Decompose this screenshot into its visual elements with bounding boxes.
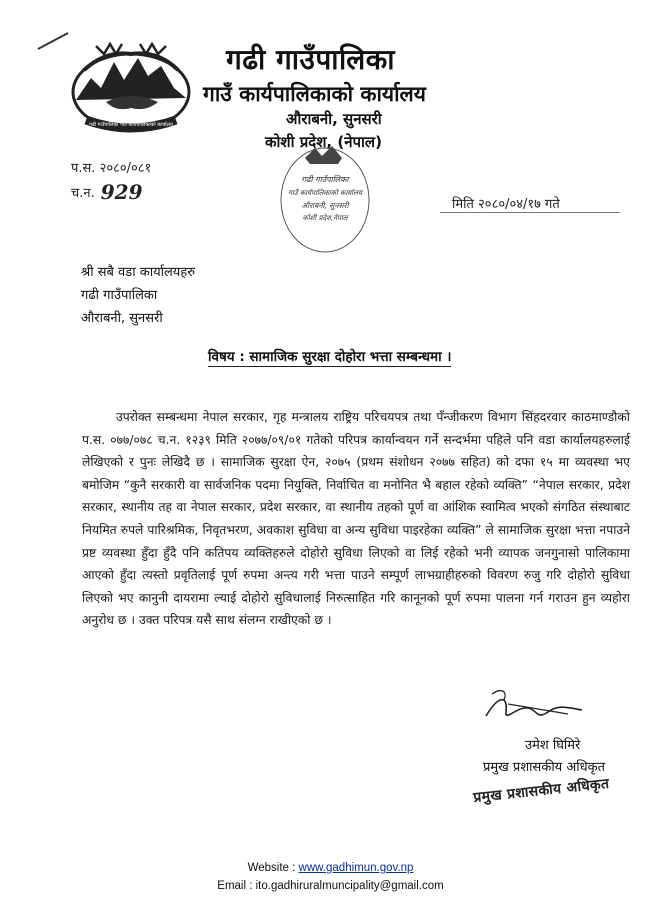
letter-date: मिति २०८०/०४/१७ गते [452, 197, 560, 212]
stamp-line-4: कोशी प्रदेश,नेपाल [302, 214, 348, 222]
signatory-rubber-stamp: प्रमुख प्रशासकीय अधिकृत [472, 775, 610, 807]
stamp-line-1: गढी गाउँपालिका [301, 175, 349, 184]
scan-mark [38, 32, 69, 50]
office-name: गढी गाउँपालिका [226, 43, 396, 76]
chn-label: च.न. [71, 186, 95, 201]
email-address[interactable]: ito.gadhiruralmuncipality@gmail.com [255, 880, 444, 892]
footer-website [0, 862, 661, 874]
website-link[interactable]: www.gadhimun.gov.np [298, 862, 414, 874]
office-subtitle: गाउँ कार्यपालिकाको कार्यालय [203, 82, 426, 106]
emblem-ribbon-text: गढी गाउँपालिका गाउँ कार्यपालिकाको कार्यालय [89, 122, 173, 128]
nepal-emblem-logo [66, 40, 196, 135]
email-label: Email : [217, 880, 256, 892]
office-province: कोशी प्रदेश, (नेपाल) [265, 133, 382, 151]
addressee-line-1: श्री सबै वडा कार्यालयहरु [81, 265, 196, 280]
website-label: Website : [247, 862, 299, 874]
signatory-title: प्रमुख प्रशासकीय अधिकृत [483, 760, 606, 775]
stamp-line-2: गाउँ कार्यपालिकाको कार्यालय [288, 189, 362, 197]
addressee-line-2: गढी गाउँपालिका [81, 288, 158, 303]
stamp-line-3: औराबनी, सुनसरी [301, 201, 349, 210]
letter-chn-number [71, 180, 143, 204]
letter-subject: विषय : सामाजिक सुरक्षा दोहोरा भत्ता सम्बन्धमा । [208, 349, 452, 365]
addressee-line-3: औराबनी, सुनसरी [81, 311, 163, 326]
footer-email [0, 880, 661, 892]
letter-ps-number: प.स. २०८०/०८१ [71, 161, 152, 176]
office-stamp [270, 140, 380, 260]
signatory-name: उमेश घिमिरे [525, 738, 581, 753]
letter-body: उपरोक्त सम्बन्धमा नेपाल सरकार, गृह मन्त्रालय राष्ट्रिय परिचयपत्र तथा पँन्जीकरण विभाग सिंहदरवार काठमाण्डौको प.स. ०७७/०७८ च.न. १२३९ मिति २०७७/०९/०१ गतेको परिपत्र कार्यान्वयन गर्ने सन्दर्भमा पहिले पनि वडा कार्यालयहरुलाई लेखिएको र पुनः लेखिदै छ । सामाजिक सुरक्षा ऐन, २०७५ (प्रथम संशोधन २०७७ सहित) को दफा १५ मा व्यवस्था भए बमोजिम “कुनै सरकारी वा सार्वजनिक पदमा नियुक्ति, निर्वाचित वा मनोनित भै बहाल रहेको व्यक्ति” “नेपाल सरकार, प्रदेश सरकार, स्थानीय तह वा नेपाल सरकार, प्रदेश सरकार, वा स्थानीय तहको पूर्ण वा आंशिक स्वामित्व भएको संगठित संस्थाबाट नियमित रुपले पारिश्रमिक, निवृतभरण, अवकाश सुविधा वा अन्य सुविधा पाइरहेका व्यक्ति” ले सामाजिक सुरक्षा भत्ता नपाउने प्रष्ट व्यवस्था हुँदा हुँदै पनि कतिपय व्यक्तिहरुले दोहोरो सुविधा लिएको वा लिई रहेको भनी व्यापक जनगुनासो पालिकामा आएको हुँदा त्यस्तो प्रवृतिलाई पूर्ण रुपमा अन्त्य गरी भत्ता पाउने सम्पूर्ण लाभग्राहीहरुको विवरण रुजु गरि दोहोरो सुविधा लिएको भए कानुनी दायरामा ल्याई दोहोरो सुविधालाई निरुत्साहित गरि कानूनको पूर्ण रुपमा पालना गर्न गराउन हुन व्यहोरा अनुरोध छ । उक्त परिपत्र यसै साथ संलग्न राखीएको छ । [82, 410, 630, 628]
office-location: औराबनी, सुनसरी [286, 110, 382, 128]
chn-handwritten-value: 929 [100, 180, 143, 204]
date-underline [440, 212, 620, 213]
handwritten-signature [478, 686, 588, 728]
